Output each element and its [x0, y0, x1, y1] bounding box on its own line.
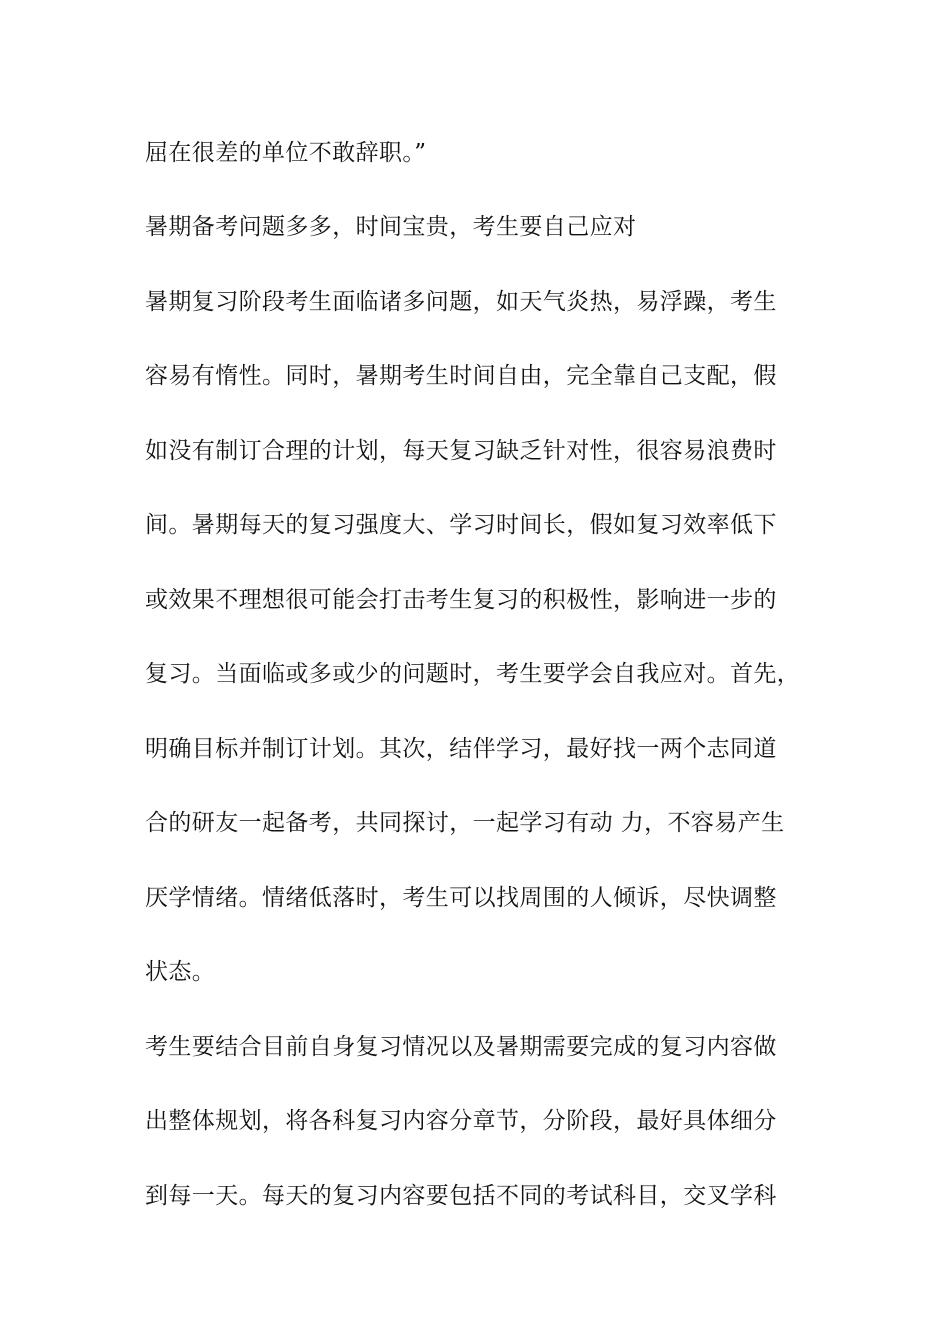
text-line: 屈在很差的单位不敢辞职。”: [145, 140, 427, 166]
text-line: 复习。当面临或多或少的问题时，考生要学会自我应对。首先，: [145, 661, 801, 687]
text-line: 合的研友一起备考，共同探讨，一起学习有动 力，不容易产生: [145, 810, 785, 836]
text-line: 到每一天。每天的复习内容要包括不同的考试科目，交叉学科: [145, 1183, 777, 1209]
text-line: 或效果不理想很可能会打击考生复习的积极性，影响进一步的: [145, 587, 777, 613]
text-line: 明确目标并制订计划。其次，结伴学习，最好找一两个志同道: [145, 736, 777, 762]
text-line: 暑期复习阶段考生面临诸多问题，如天气炎热，易浮躁，考生: [145, 289, 777, 315]
text-line: 容易有惰性。同时，暑期考生时间自由，完全靠自己支配，假: [145, 363, 777, 389]
text-line: 间。暑期每天的复习强度大、学习时间长，假如复习效率低下: [145, 512, 777, 538]
text-line: 状态。: [145, 959, 216, 985]
text-line: 厌学情绪。情绪低落时，考生可以找周围的人倾诉，尽快调整: [145, 885, 777, 911]
text-line: 考生要结合目前自身复习情况以及暑期需要完成的复习内容做: [145, 1034, 777, 1060]
section-heading: 暑期备考问题多多，时间宝贵，考生要自己应对: [145, 214, 637, 240]
text-line: 如没有制订合理的计划，每天复习缺乏针对性，很容易浪费时: [145, 438, 777, 464]
text-line: 出整体规划，将各科复习内容分章节，分阶段，最好具体细分: [145, 1108, 777, 1134]
